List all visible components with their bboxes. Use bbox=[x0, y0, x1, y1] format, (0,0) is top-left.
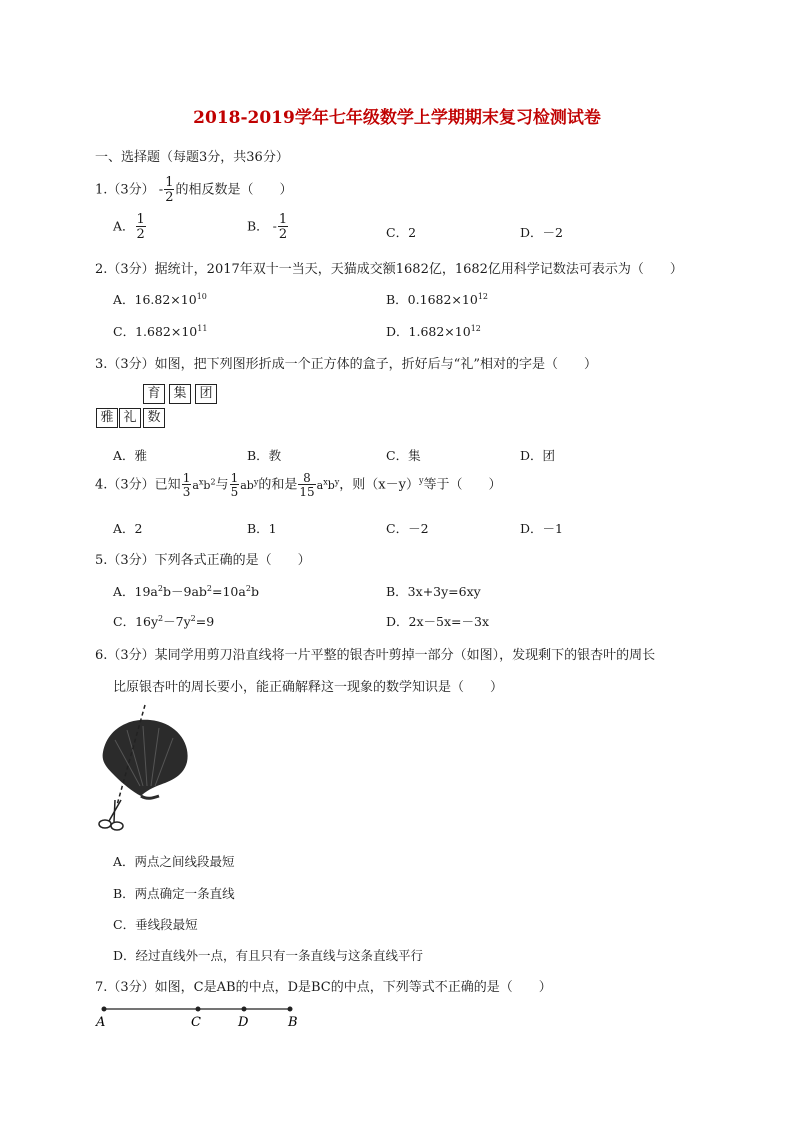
point-a bbox=[102, 1007, 107, 1012]
label-b: B bbox=[288, 1015, 298, 1030]
q1-option-c[interactable]: C．2 bbox=[386, 225, 417, 240]
page-title: 2018-2019学年七年级数学上学期期末复习检测试卷 bbox=[193, 108, 601, 128]
label-c: C bbox=[191, 1015, 201, 1030]
ginkgo-leaf-figure bbox=[95, 700, 195, 835]
q1-option-d[interactable]: D．－2 bbox=[520, 225, 563, 240]
net-cell-bottom-2: 礼 bbox=[119, 408, 141, 428]
q4-option-a[interactable]: A．2 bbox=[113, 521, 143, 536]
q6-option-c[interactable]: C．垂线段最短 bbox=[113, 917, 198, 932]
q1-option-b[interactable]: B． - $\frac{1}{2}$ bbox=[247, 212, 288, 242]
q4-fraction-3: $\frac{8}{15}$ bbox=[299, 471, 315, 499]
q6-option-b[interactable]: B．两点确定一条直线 bbox=[113, 886, 235, 901]
q1-a-fraction: $\frac{1}{2}$ bbox=[136, 212, 145, 242]
q5-option-a[interactable]: A．$19a^2b-9ab^2=10a^2b$ bbox=[113, 583, 259, 599]
q3-option-b[interactable]: B．教 bbox=[247, 448, 282, 463]
q1-stem-pre: 1.（3分） - bbox=[95, 182, 164, 198]
q1-option-a[interactable]: A． $\frac{1}{2}$ bbox=[113, 212, 145, 242]
question-6-line-2: 比原银杏叶的周长要小，能正确解释这一现象的数学知识是（ ） bbox=[113, 680, 504, 695]
question-1 bbox=[95, 176, 293, 204]
q4-option-b[interactable]: B．1 bbox=[247, 521, 277, 536]
question-2: 2.（3分）据统计，2017年双十一当天，天猫成交额1682亿，1682亿用科学记数法可表示为（ ） bbox=[95, 262, 683, 277]
point-d bbox=[242, 1007, 247, 1012]
question-7: 7.（3分）如图，C是AB的中点，D是BC的中点，下列等式不正确的是（ ） bbox=[95, 980, 552, 995]
segment-figure bbox=[92, 1000, 312, 1032]
q3-option-d[interactable]: D．团 bbox=[520, 448, 556, 463]
net-cell-top-2: 集 bbox=[169, 384, 191, 404]
q3-option-c[interactable]: C．集 bbox=[386, 448, 421, 463]
question-4: 4.（3分）已知 $\frac{1}{3}$ $a^xb^2$与 $\frac{1}{5}$ $ab^y$的和是 $\frac{8}{15}$ $a^xb^y$，则$(x-y)^y$等于（ ） bbox=[95, 471, 502, 499]
ginkgo-leaf-image bbox=[103, 720, 188, 799]
scissors-icon bbox=[99, 800, 123, 830]
q4-option-c[interactable]: C．－2 bbox=[386, 521, 429, 536]
label-a: A bbox=[96, 1015, 106, 1030]
q1-b-fraction: $\frac{1}{2}$ bbox=[278, 212, 288, 242]
q4-option-d[interactable]: D．－1 bbox=[520, 521, 563, 536]
q1-stem-post: 的相反数是（ ） bbox=[175, 182, 293, 198]
net-cell-top-1: 育 bbox=[143, 384, 165, 404]
q2-option-a[interactable]: A．$16.82\times 10^{10}$ bbox=[113, 291, 207, 307]
q4-fraction-1: $\frac{1}{3}$ bbox=[182, 471, 191, 499]
section-heading: 一、选择题（每题3分，共36分） bbox=[95, 150, 289, 165]
q2-option-b[interactable]: B．$0.1682\times 10^{12}$ bbox=[386, 291, 488, 307]
question-5: 5.（3分）下列各式正确的是（ ） bbox=[95, 553, 311, 568]
q5-option-d[interactable]: D．2x－5x=－3x bbox=[386, 614, 490, 629]
q5-option-c[interactable]: C．$16y^2-7y^2=9$ bbox=[113, 613, 215, 629]
question-3: 3.（3分）如图，把下列图形折成一个正方体的盒子，折好后与“礼”相对的字是（ ） bbox=[95, 357, 597, 372]
label-d: D bbox=[238, 1015, 249, 1030]
net-cell-bottom-3: 数 bbox=[143, 408, 165, 428]
q5-option-b[interactable]: B．3x+3y=6xy bbox=[386, 584, 481, 599]
q2-option-c[interactable]: C．$1.682\times 10^{11}$ bbox=[113, 323, 208, 339]
point-b bbox=[288, 1007, 293, 1012]
point-c bbox=[196, 1007, 201, 1012]
q3-option-a[interactable]: A．雅 bbox=[113, 448, 148, 463]
question-6-line-1: 6.（3分）某同学用剪刀沿直线将一片平整的银杏叶剪掉一部分（如图），发现剩下的银杏叶的周长 bbox=[95, 648, 656, 663]
q1-fraction: $\frac{1}{2}$ bbox=[165, 175, 174, 205]
q4-fraction-2: $\frac{1}{5}$ bbox=[230, 471, 239, 499]
net-cell-bottom-1: 雅 bbox=[96, 408, 118, 428]
q6-option-a[interactable]: A．两点之间线段最短 bbox=[113, 854, 235, 869]
q6-option-d[interactable]: D．经过直线外一点，有且只有一条直线与这条直线平行 bbox=[113, 948, 424, 963]
q2-option-d[interactable]: D．$1.682\times 10^{12}$ bbox=[386, 323, 481, 339]
net-cell-top-3: 团 bbox=[195, 384, 217, 404]
